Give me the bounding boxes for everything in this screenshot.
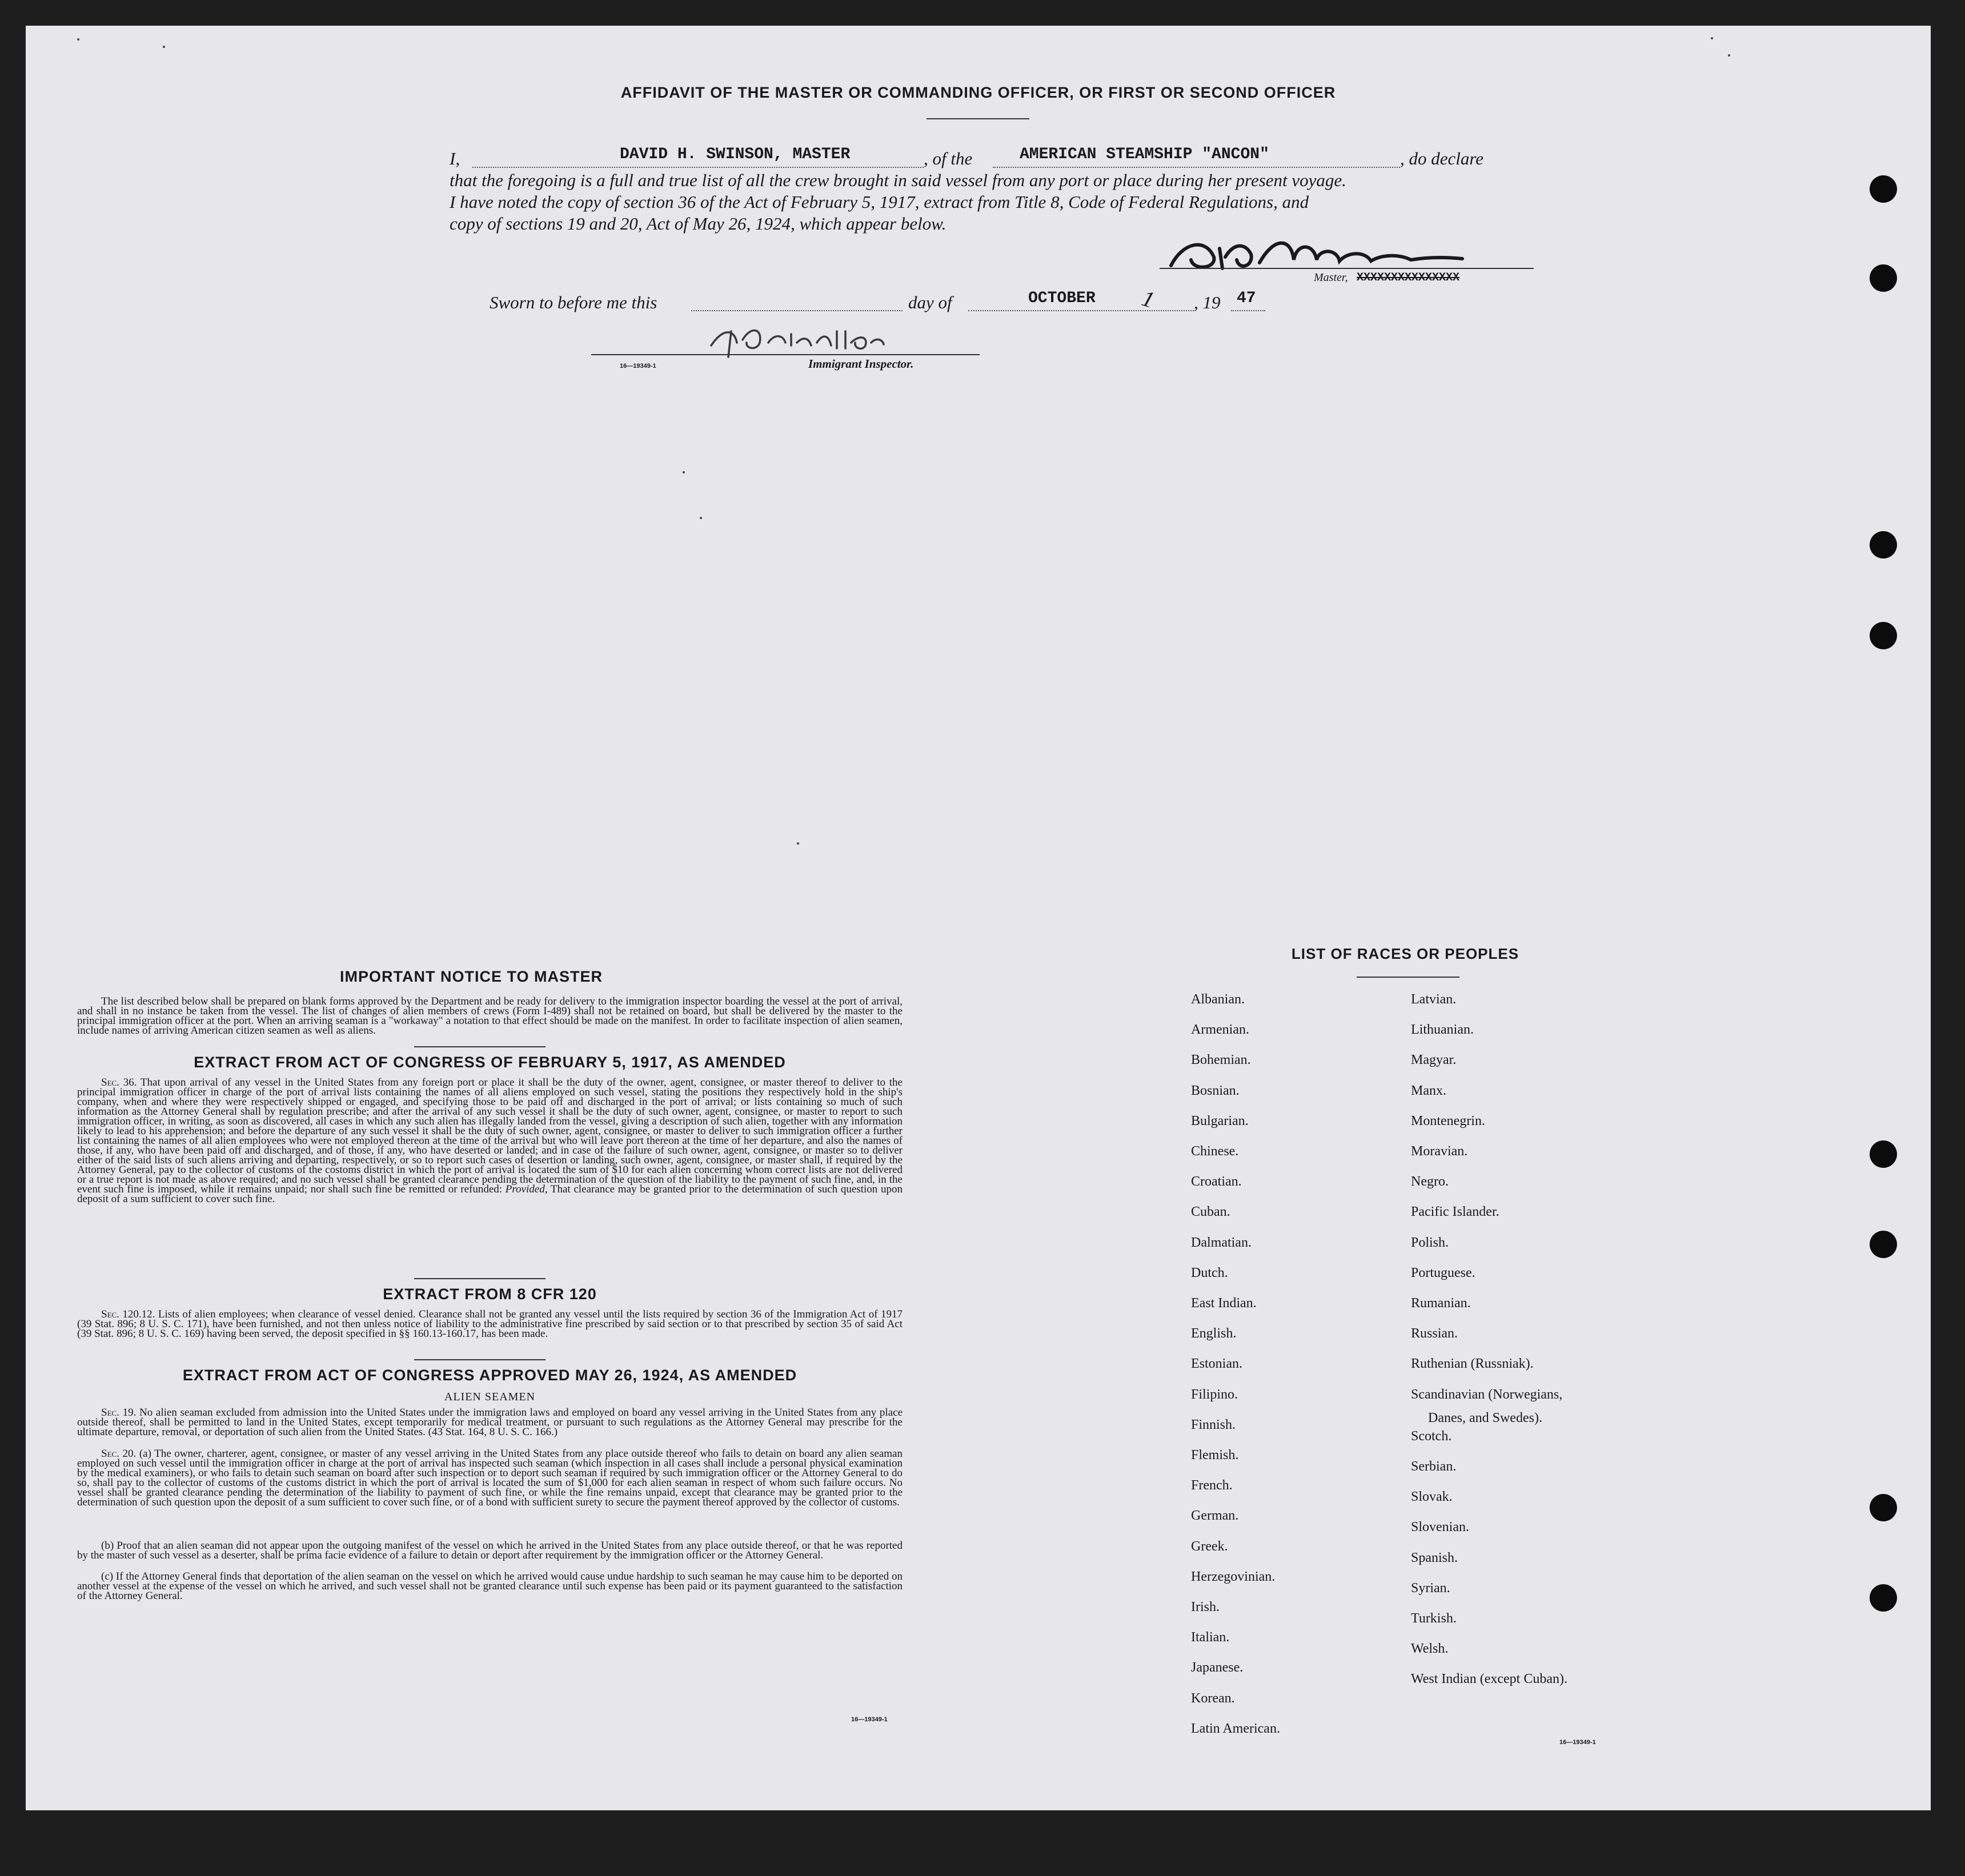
race-item: Filipino. — [1191, 1387, 1238, 1402]
race-item: Slovak. — [1411, 1489, 1453, 1505]
race-item: Pacific Islander. — [1411, 1204, 1499, 1220]
race-item: German. — [1191, 1508, 1239, 1524]
race-item: Chinese. — [1191, 1144, 1239, 1159]
race-item: Bosnian. — [1191, 1083, 1240, 1098]
race-item: Latvian. — [1411, 992, 1457, 1007]
sec-19-label: Sec. 19. — [101, 1407, 137, 1419]
sec-36-text: That upon arrival of any vessel in the United States from any foreign port or place it shall be the duty of the owner, agent, consignee, or master thereof to deliver to the principal immigration officer in charge of the port of arrival lists containing the names of all aliens employed on such vessel, stating the positions they respectively hold in the ship's company, when and where they were respectively shipped or engaged, and specifying those to be paid off and discharged in the port of arrival; or lists containing so much of such information as the Attorney General shall by regulation prescribe; and after the arrival of any such vessel it shall be the duty of such owner, agent, consignee, or master to report to such immigration officer, in writing, as soon as discovered, all cases in which any such alien has illegally landed from the vessel, giving a description of such alien, together with any information likely to lead to his apprehension; and before the departure of any such vessel it shall be the duty of such owner, agent, consignee, or master to deliver to such immigration officer a further list containing the names of all alien employees who were not employed thereon at the time of the arrival but who will leave port thereon at the time of her departure, and also the names of those, if any, who have been paid off and discharged, and of those, if any, who have deserted or landed; and in case of the failure of such owner, agent, consignee, or master so to deliver either of the said lists of such aliens arriving and departing, respectively, or so to report such cases of desertion or landing, such owner, agent, consignee, or master shall, if required by the Attorney General, pay to the collector of customs of the costoms district in which the port of arrival is located the sum of $10 for each alien concerning whom correct lists are not delivered or a true report is not made as above required; and no such vessel shall be granted clearance pending the determination of the question of the liability to the payment of such fine, and, in the event such fine is imposed, while it remains unpaid; nor shall such fine be remitted or refunded: — [77, 1076, 903, 1195]
race-item: Polish. — [1411, 1235, 1449, 1250]
race-item: Syrian. — [1411, 1580, 1450, 1596]
races-rule — [1357, 977, 1459, 978]
notice-rule — [414, 1046, 546, 1047]
race-item: Dalmatian. — [1191, 1235, 1252, 1250]
extract-8cfr-rule — [414, 1359, 546, 1360]
vessel-name: AMERICAN STEAMSHIP "ANCON" — [1020, 146, 1269, 163]
race-item: Bulgarian. — [1191, 1113, 1249, 1128]
scan-speck — [1728, 54, 1730, 57]
race-item: West Indian (except Cuban). — [1411, 1672, 1567, 1687]
scan-speck — [683, 471, 685, 473]
race-item: Finnish. — [1191, 1417, 1236, 1432]
day-of-label: day of — [908, 292, 952, 312]
scan-speck — [77, 38, 79, 41]
year-suffix: 47 — [1237, 290, 1256, 307]
race-item: Greek. — [1191, 1538, 1228, 1554]
notice-title: IMPORTANT NOTICE TO MASTER — [340, 968, 603, 985]
master-name: DAVID H. SWINSON, MASTER — [620, 146, 851, 163]
affidavit-title: AFFIDAVIT OF THE MASTER OR COMMANDING OFFICER, OR FIRST OR SECOND OFFICER — [620, 84, 1336, 101]
struck-title: XXXXXXXXXXXXXXX — [1357, 271, 1460, 284]
race-item: Croatian. — [1191, 1174, 1242, 1190]
punch-hole — [1870, 1584, 1897, 1612]
race-item: Latin American. — [1191, 1721, 1280, 1736]
race-item: Welsh. — [1411, 1641, 1449, 1657]
declaration-line-2: that the foregoing is a full and true list of all the crew brought in said vessel from any port or place during her present voyage. — [450, 170, 1346, 190]
race-item: Serbian. — [1411, 1459, 1457, 1474]
race-item: Russian. — [1411, 1326, 1458, 1341]
sworn-label: Sworn to before me this — [490, 292, 657, 312]
races-form-code: 16—19349-1 — [1559, 1739, 1596, 1746]
document-page — [26, 26, 1931, 1810]
sec-20-label: Sec. 20. — [101, 1448, 137, 1460]
race-item: Slovenian. — [1411, 1520, 1469, 1535]
race-item: Albanian. — [1191, 992, 1245, 1007]
sec-120-text: Lists of alien employees; when clearance of vessel denied. Clearance shall not be granted any vessel until the lists required by section 36 of the Immigration Act of 1917 (39 Stat. 896; 8 U. S. C. 171), have been furnished, and not then unless notice of liability to the administrative fine prescribed by said section or to that prescribed by section 35 of said Act (39 Stat. 896; 8 U. S. C. 169) having been served, the deposit specified in §§ 160.13-160.17, has been made. — [77, 1308, 903, 1340]
scan-speck — [163, 46, 165, 48]
punch-hole — [1870, 1140, 1897, 1168]
sec-120-label: Sec. 120.12. — [101, 1308, 155, 1320]
extract-1917-rule — [414, 1278, 546, 1279]
race-item: Herzegovinian. — [1191, 1569, 1276, 1584]
race-item: Negro. — [1411, 1174, 1449, 1190]
punch-hole — [1870, 622, 1897, 649]
year-line — [1231, 310, 1265, 311]
extract-8cfr-section — [77, 1309, 903, 1339]
sworn-day-line — [691, 310, 903, 311]
punch-hole — [1870, 531, 1897, 559]
race-item: Moravian. — [1411, 1144, 1468, 1159]
race-item: Spanish. — [1411, 1550, 1458, 1565]
signer-role: Master, — [1314, 271, 1348, 284]
sec-20-text: (a) The owner, charterer, agent, consignee, or master of any vessel arriving in the United States from any place outside thereof who fails to detain on board any alien seaman employed on such vessel until the immigration officer in charge at the port of arrival has inspected such seaman (which inspection in all cases shall include a personal physical examination by the medical examiners), or who fails to detain such seaman on board after such inspection or to deport such seaman if required by such immigration officer or the Attorney General to do so, shall pay to the collector of customs of the customs district in which the port of arrival is located the sum of $1,000 for each alien seaman in respect of whom such failure occurs. No vessel shall be granted clearance pending the determination of the liability to payment of such fine, or while the fine remains unpaid, except that clearance may be granted prior to the determination of such question upon the deposit of a sum sufficient to cover such fine, or of a bond with sufficient surety to secure the payment thereof approved by the collector of customs. — [77, 1448, 903, 1508]
word-i: I, — [450, 148, 460, 168]
race-item: Montenegrin. — [1411, 1113, 1485, 1128]
race-item: Bohemian. — [1191, 1053, 1251, 1068]
race-item: English. — [1191, 1326, 1237, 1341]
title-rule — [927, 118, 1029, 119]
inspector-signature — [705, 317, 888, 363]
affidavit-form-code: 16—19349-1 — [620, 363, 656, 369]
punch-hole — [1870, 1494, 1897, 1521]
race-item: Japanese. — [1191, 1660, 1244, 1676]
alien-seamen-subtitle: ALIEN SEAMEN — [444, 1391, 536, 1403]
race-item: Scotch. — [1411, 1428, 1452, 1444]
race-item: Flemish. — [1191, 1448, 1239, 1463]
declaration-line-3: I have noted the copy of section 36 of the Act of February 5, 1917, extract from Title 8, Code of Federal Regulations, and — [450, 192, 1309, 212]
race-item: Portuguese. — [1411, 1265, 1475, 1280]
sworn-day-mark: 1 — [1138, 285, 1158, 313]
race-item: Italian. — [1191, 1630, 1230, 1645]
year-prefix: , 19 — [1194, 292, 1221, 312]
scan-speck — [700, 517, 702, 519]
race-item: East Indian. — [1191, 1296, 1257, 1311]
extract-1917-section — [77, 1078, 903, 1204]
vessel-line — [993, 167, 1400, 168]
master-name-line — [472, 167, 924, 168]
races-title: LIST OF RACES OR PEOPLES — [1291, 945, 1519, 962]
race-item: French. — [1191, 1478, 1233, 1493]
race-item: Magyar. — [1411, 1053, 1457, 1068]
race-item: Manx. — [1411, 1083, 1446, 1098]
race-item: Irish. — [1191, 1600, 1220, 1614]
extract-1917-title: EXTRACT FROM ACT OF CONGRESS OF FEBRUARY 5, 1917, AS AMENDED — [194, 1054, 786, 1071]
notice-text: The list described below shall be prepared on blank forms approved by the Department and be ready for delivery to the immigration inspector boarding the vessel at the port of arrival, and shall in no instance be taken from the vessel. The list of changes of alien members of crews (Form I-489) shall not be retained on board, but shall be delivered by the master to the principal immigration officer at the port. When an arriving seaman is a "workaway" a notation to that effect should be made on the manifest. In order to facilitate inspection of alien seamen, include names of arriving American citizen seamen as well as aliens. — [77, 995, 903, 1037]
para-b: (b) Proof that an alien seaman did not appear upon the outgoing manifest of the vessel on which he arrived in the United States from any place outside thereof, or that he was reported by the master of such vessel as a deserter, shall be prima facie evidence of a failure to detain or deport after requirement by the immigration officer or the Attorney General. — [77, 1540, 903, 1561]
sec-19-paragraph — [77, 1408, 903, 1437]
sworn-month: OCTOBER — [1028, 290, 1096, 307]
race-item: Korean. — [1191, 1690, 1235, 1706]
sec-19-text: No alien seaman excluded from admission into the United States under the immigration laws and employed on board any vessel arriving in the United States from any place outside thereof, shall be permitted to land in the United States, except temporarily for medical treatment, or pursuant to such regulations as the Attorney General may prescribe for the ultimate departure, removal, or deportation of such alien from the United States. (43 Stat. 164, 8 U. S. C. 166.) — [77, 1407, 903, 1438]
proviso-label: Provided, — [505, 1183, 548, 1195]
declaration-line-4: copy of sections 19 and 20, Act of May 26, 1924, which appear below. — [450, 214, 947, 234]
race-item: Rumanian. — [1411, 1296, 1471, 1311]
para-c: (c) If the Attorney General finds that deportation of the alien seaman on the vessel on which he arrived would cause undue hardship to such seaman he may cause him to be deported on another vessel at the expense of the vessel on which he arrived, and such vessel shall not be granted clearance until such expense has been paid or its payment guaranteed to the satisfaction of the Attorney General. — [77, 1570, 903, 1602]
race-item: Ruthenian (Russniak). — [1411, 1356, 1534, 1372]
race-item: Lithuanian. — [1411, 1022, 1474, 1038]
extract-form-code: 16—19349-1 — [851, 1716, 888, 1723]
race-item: Turkish. — [1411, 1611, 1457, 1626]
sworn-month-line — [968, 310, 1194, 311]
race-item: Scandinavian (Norwegians, — [1411, 1387, 1563, 1402]
sec-20-paragraph — [77, 1449, 903, 1507]
sec-36-label: Sec. 36. — [101, 1076, 137, 1088]
extract-8cfr-title: EXTRACT FROM 8 CFR 120 — [383, 1286, 597, 1303]
race-item: Dutch. — [1191, 1265, 1228, 1280]
race-item: Cuban. — [1191, 1204, 1230, 1220]
word-do-declare: , do declare — [1400, 148, 1484, 168]
scan-speck — [1711, 37, 1713, 39]
inspector-line — [591, 354, 980, 355]
word-of-the: , of the — [924, 148, 973, 168]
punch-hole — [1870, 264, 1897, 292]
race-scandinavian-cont: Danes, and Swedes). — [1428, 1411, 1542, 1425]
inspector-label: Immigrant Inspector. — [808, 357, 914, 371]
scan-speck — [797, 842, 799, 845]
extract-1924-title: EXTRACT FROM ACT OF CONGRESS APPROVED MAY 26, 1924, AS AMENDED — [182, 1367, 797, 1384]
signature-line — [1160, 268, 1534, 269]
race-item: Estonian. — [1191, 1356, 1242, 1372]
proviso-text: That clearance may be granted prior to the determination of such question upon deposit of a sum sufficient to cover such fine. — [77, 1183, 903, 1205]
punch-hole — [1870, 175, 1897, 203]
race-item: Armenian. — [1191, 1022, 1249, 1038]
punch-hole — [1870, 1231, 1897, 1258]
